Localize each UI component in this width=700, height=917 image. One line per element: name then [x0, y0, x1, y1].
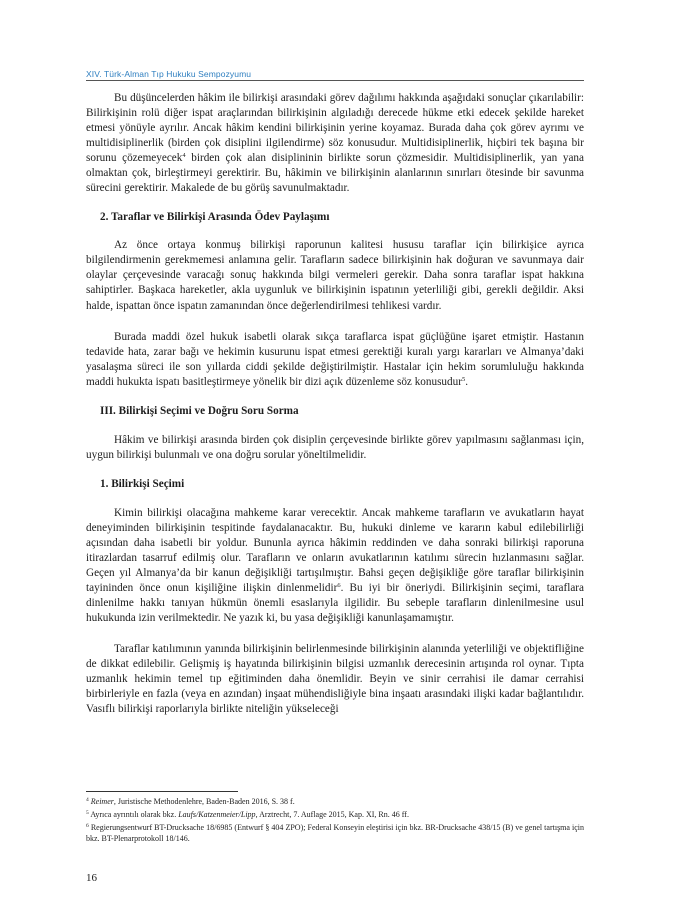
section-heading: 1. Bilirkişi Seçimi — [100, 477, 185, 490]
footnote-separator — [86, 791, 238, 792]
footnote — [86, 809, 584, 820]
paragraph: Az önce ortaya konmuş bilirkişi raporunun kalitesi hususu taraflar için bilirkişice ayrıca bilgilendirmenin gerekmemesi anlamına gelir. Tarafların sadece bilirkişinin hak doğuran ve savunmaya dair olaylar çerçevesinde varacağı sonuç hakkında bilgi vermeleri gerekir. Daha sonra taraflar ispat hakkına sahiptirler. Başkaca hareketler, akla uygunluk ve bilirkişinin ispatının yeterliliği gibi, gerekli değildir. Aksi halde, ispattan önce ispatın zamanından önce değerlendirilmesi tehlikesi vardır. — [86, 239, 584, 312]
header-rule — [86, 80, 584, 81]
footnote-number: 4 — [86, 797, 89, 803]
paragraph-text: Burada maddi özel hukuk isabetli olarak sıkça taraflarca ispat güçlüğüne işaret etmiştir. Hastanın tedavide hata, zarar bağı ve hekimin kusurunu ispat etmesi gerektiği kuralı yargı kararları ve Almanya’daki yasalaşma süreci ile son yıllarda ciddi şekilde değiştirilmiştir. Hastalar için hekim sorumluluğu hakkında maddi hukukta ispatı basitleştirmeye yönelik bir dizi açık düzenleme söz konusudur — [86, 330, 584, 388]
footnotes — [86, 796, 584, 846]
footnote-number: 6 — [86, 823, 89, 829]
page-number: 16 — [86, 872, 97, 884]
footnote-ref[interactable]: 5 — [461, 375, 466, 383]
footnote-number: 5 — [86, 810, 89, 816]
paragraph-text: Bu düşüncelerden hâkim ile bilirkişi arasındaki görev dağılımı hakkında aşağıdaki sonuçlar çıkarılabilir: Bilirkişinin rolü diğer ispat araçlarından bilirkişinin algıladığı derecede hükme etki edecek şekilde hareket etmesi yönüyle ayrılır. Ancak hâkim kendini bilirkişinin yerine koyamaz. Burada daha çok görev ayrımı ve multidisiplinerlik (birden çok disiplini ilgilendirme) söz konusudur. Multidisiplinerlik, hiçbiri tek başına bir sorunu çözemeyecek — [86, 92, 584, 165]
footnote-text: Regierungsentwurf BT-Drucksache 18/6985 (Entwurf § 404 ZPO); Federal Konseyin eleştirisi için bkz. BR-Drucksache 438/15 (B) ve genel tartışma için bkz. BT-Plenarprotokoll 18/146. — [86, 823, 584, 844]
paragraph-text: birden çok alan disiplininin birlikte sorun çözmesidir. Multidisiplinerlik, yan yana olmaktan çok, birleştirmeyi gerektirir. Bu, hâkimin ve bilirkişinin alanlarının sınırları ötesinde bir savunma sürecini gerektirir. Makalede de bu görüş savunulmaktadır. — [86, 152, 584, 195]
paragraph: Hâkim ve bilirkişi arasında birden çok disiplin çerçevesinde birlikte görev yapılmasını sağlanması için, uygun bilirkişi bulunmalı ve ona doğru sorular yöneltilmelidir. — [86, 433, 584, 461]
paragraph-text: Kimin bilirkişi olacağına mahkeme karar verecektir. Ancak mahkeme tarafların ve avukatların hayat deneyiminden bilirkişinin tespitinde faydalanacaktır. Bu, hukuki dinleme ve kararın kabul edilebilirliği açısından daha isabetli bir yoldur. Bununla ayrıca hâkimin reddinden ve daha sonraki bilirkişi raporuna itirazlardan tasarruf edilmiş olur. Tarafların ve onların avukatlarının katılımı sürecin hızlanmasını sağlar. Geçen yıl Almanya’da bir kanun değişikliği tartışılmıştır. Bahsi geçen değişikliğe göre taraflar bilirkişinin tayininden önce onun kişiliğine ilişkin dinlenmelidir — [86, 506, 584, 595]
footnote-text: , Arztrecht, 7. Auflage 2015, Kap. XI, Rn. 46 ff. — [255, 810, 409, 819]
footnote — [86, 822, 584, 844]
section-heading: 2. Taraflar ve Bilirkişi Arasında Ödev Paylaşımı — [100, 211, 330, 224]
footnote-ref[interactable]: 6 — [337, 582, 341, 590]
footnote-author: Reimer — [90, 797, 114, 806]
paragraph-text: . Bu iyi bir öneriydi. Bilirkişinin seçimi, taraflara dinlenilme hakkı tanıyan hükmün önemli esaslarıyla ilgilidir. Bu sebeple tarafların dinlenilmesine usul hukukunda izin verilmektedir. Ne yazık ki, bu yasa değişikliği kanunlaşamamıştır. — [86, 582, 585, 625]
footnote-author: Laufs/Katzenmeier/Lipp — [178, 810, 256, 819]
paragraph-text: . — [465, 375, 468, 388]
paragraph: Taraflar katılımının yanında bilirkişinin belirlenmesinde bilirkişinin alanında yeterliliği ve objektifliğine de dikkat edilebilir. Gelişmiş iş hayatında bilirkişinin bilgisi uzmanlık derecesinin artışında rol oynar. Tıpta uzmanlık hekimin temel tıp eğitiminden daha önemlidir. Beyin ve sinir cerrahisi ile damar cerrahisi birbirleriyle en fazla (veya en azından) inşaat mühendisliğiyle bina inşaatı arasındaki ilişki kadar bağlantılıdır. Vasıflı bilirkişi raporlarıyla birlikte niteliğin yükseleceği — [86, 643, 584, 716]
footnote-text: Ayrıca ayrıntılı olarak bkz. — [90, 810, 179, 819]
running-header: XIV. Türk-Alman Tıp Hukuku Sempozyumu — [86, 69, 252, 79]
footnote-text: , Juristische Methodenlehre, Baden-Baden 2016, S. 38 f. — [113, 797, 295, 806]
footnote-ref[interactable]: 4 — [182, 152, 186, 160]
paragraph — [86, 91, 584, 196]
page-body — [86, 91, 584, 717]
footnote — [86, 796, 584, 807]
paragraph — [86, 330, 584, 390]
paragraph — [86, 506, 584, 626]
section-heading: III. Bilirkişi Seçimi ve Doğru Soru Sorma — [100, 404, 299, 417]
